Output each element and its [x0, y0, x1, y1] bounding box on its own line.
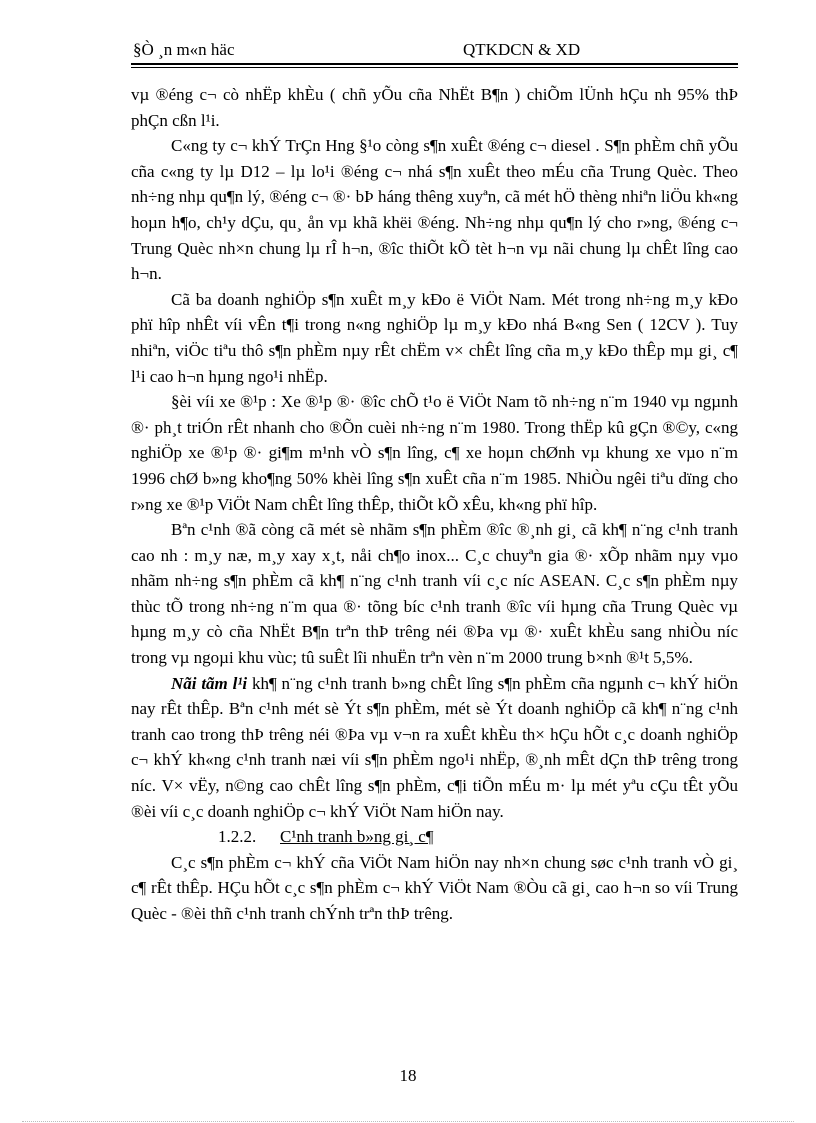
page-header [131, 38, 738, 64]
header-rule-thick [131, 63, 738, 65]
paragraph-conclusion [131, 671, 738, 825]
section-title: C¹nh tranh b»ng gi¸ c¶ [280, 827, 434, 847]
page-number: 18 [399, 1066, 417, 1085]
page-bottom-edge [22, 1121, 794, 1122]
paragraph-bicycles: §èi víi xe ®¹p : Xe ®¹p ®· ®îc chÕ t¹o ë ViÖt Nam tõ nh÷ng n¨m 1940 vµ ngµnh ®· ph¸t triÓn rÊt nhanh cho ®Õn cuèi nh÷ng n¨m 1980. Trong thËp kû gÇn ®©y, c«ng nghiÖp xe ®¹p ®· gi¶m m¹nh vÒ s¶n lîng, c¶ xe hoµn chØnh vµ khung xe vµo n¨m 1996 chØ b»ng kho¶ng 50% khèi lîng s¶n xuÊt cña n¨m 1985. NhiÒu ngêi tiªu dïng cho r»ng xe ®¹p ViÖt Nam chÊt lîng thÊp, thiÕt kÕ xÊu, kh«ng phï hîp. [131, 392, 738, 514]
header-subject: §Ò ¸n m«n häc [133, 40, 235, 59]
body-text [131, 82, 738, 927]
section-heading [131, 824, 738, 850]
paragraph-engines-continued: vµ ®éng c¬ cò nhËp khÈu ( chñ yÕu cña NhËt B¶n ) chiÕm lÜnh hÇu nh 95% thÞ phÇn cßn l¹i. [131, 85, 738, 130]
header-course-code: QTKDCN & XD [463, 40, 581, 59]
header-rule-thin [131, 67, 738, 68]
paragraph-price-competition: C¸c s¶n phÈm c¬ khÝ cña ViÖt Nam hiÖn nay nh×n chung søc c¹nh tranh vÒ gi¸ c¶ rÊt thÊp. HÇu hÕt c¸c s¶n phÈm c¬ khÝ ViÖt Nam ®Òu cã gi¸ cao h¬n so víi Trung Quèc - ®èi thñ c¹nh tranh chÝnh trªn thÞ trêng. [131, 852, 738, 923]
paragraph-tractors: Cã ba doanh nghiÖp s¶n xuÊt m¸y kÐo ë ViÖt Nam. Mét trong nh÷ng m¸y kÐo phï hîp nhÊt víi vÊn t¶i trong n«ng nghiÖp lµ m¸y kÐo nhá B«ng Sen ( 12CV ). Tuy nhiªn, viÖc tiªu thô s¶n phÈm nµy rÊt chËm v× chÊt lîng cña m¸y kÐo thÊp mµ gi¸ c¶ l¹i cao h¬n hµng ngo¹i nhËp. [131, 289, 738, 386]
section-number: 1.2.2. [218, 827, 257, 847]
conclusion-lead: Nãi tãm l¹i [171, 673, 248, 693]
conclusion-text: kh¶ n¨ng c¹nh tranh b»ng chÊt lîng s¶n phÈm cña ngµnh c¬ khÝ hiÖn nay rÊt thÊp. Bªn c¹nh mét sè Ýt s¶n phÈm, mét sè Ýt doanh nghiÖp cã kh¶ n¨ng c¹nh tranh cao trong thÞ trêng néi ®Þa vµ v¬n ra xuÊt khÈu th× hÇu hÕt c¸c doanh nghiÖp c¬ khÝ kh«ng c¹nh tranh næi víi s¶n phÈm ngo¹i nhËp, ®¸nh mÊt dÇn thÞ trêng trong níc. V× vËy, n©ng cao chÊt lîng s¶n phÈm, c¶i tiÕn mÉu m· lµ mét yªu cÇu tÊt yÕu ®èi víi c¸c doanh nghiÖp c¬ khÝ ViÖt Nam hiÖn nay. [131, 673, 738, 821]
paragraph-diesel: C«ng ty c¬ khÝ TrÇn Hng §¹o còng s¶n xuÊt ®éng c¬ diesel . S¶n phÈm chñ yÕu cña c«ng ty lµ D12 – lµ lo¹i ®éng c¬ nhá s¶n xuÊt theo mÉu cña Trung Quèc. Theo nh÷ng nhµ qu¶n lý, ®éng c¬ ®· bÞ háng thêng xuyªn, cã mét hÖ thèng nhiªn liÖu kh«ng hoµn h¶o, ch¹y dÇu, qu¸ ån vµ khã khëi ®éng. Nh÷ng nhµ qu¶n lý cho r»ng, ®éng c¬ Trung Quèc nh×n chung lµ rÎ h¬n, ®îc thiÕt kÕ tèt h¬n vµ nãi chung lµ chÊt lîng cao h¬n. [131, 136, 738, 284]
paragraph-competitive-products: Bªn c¹nh ®ã còng cã mét sè nhãm s¶n phÈm ®îc ®¸nh gi¸ cã kh¶ n¨ng c¹nh tranh cao nh : m¸y næ, m¸y xay x¸t, nåi ch¶o inox... C¸c chuyªn gia ®· xÕp nhãm nµy vµo nhãm nh÷ng s¶n phÈm cã kh¶ n¨ng c¹nh tranh víi c¸c níc ASEAN. C¸c s¶n phÈm nµy thùc tÕ trong nh÷ng n¨m qua ®· tõng bíc c¹nh tranh ®îc víi hµng cña Trung Quèc vµ hµng m¸y cò cña NhËt B¶n trªn thÞ trêng néi ®Þa vµ ®· xuÊt khÈu sang nhiÒu níc trong vµ ngoµi khu vùc; tû suÊt lîi nhuËn trªn vèn n¨m 2000 trung b×nh ®¹t 5,5%. [131, 520, 738, 668]
